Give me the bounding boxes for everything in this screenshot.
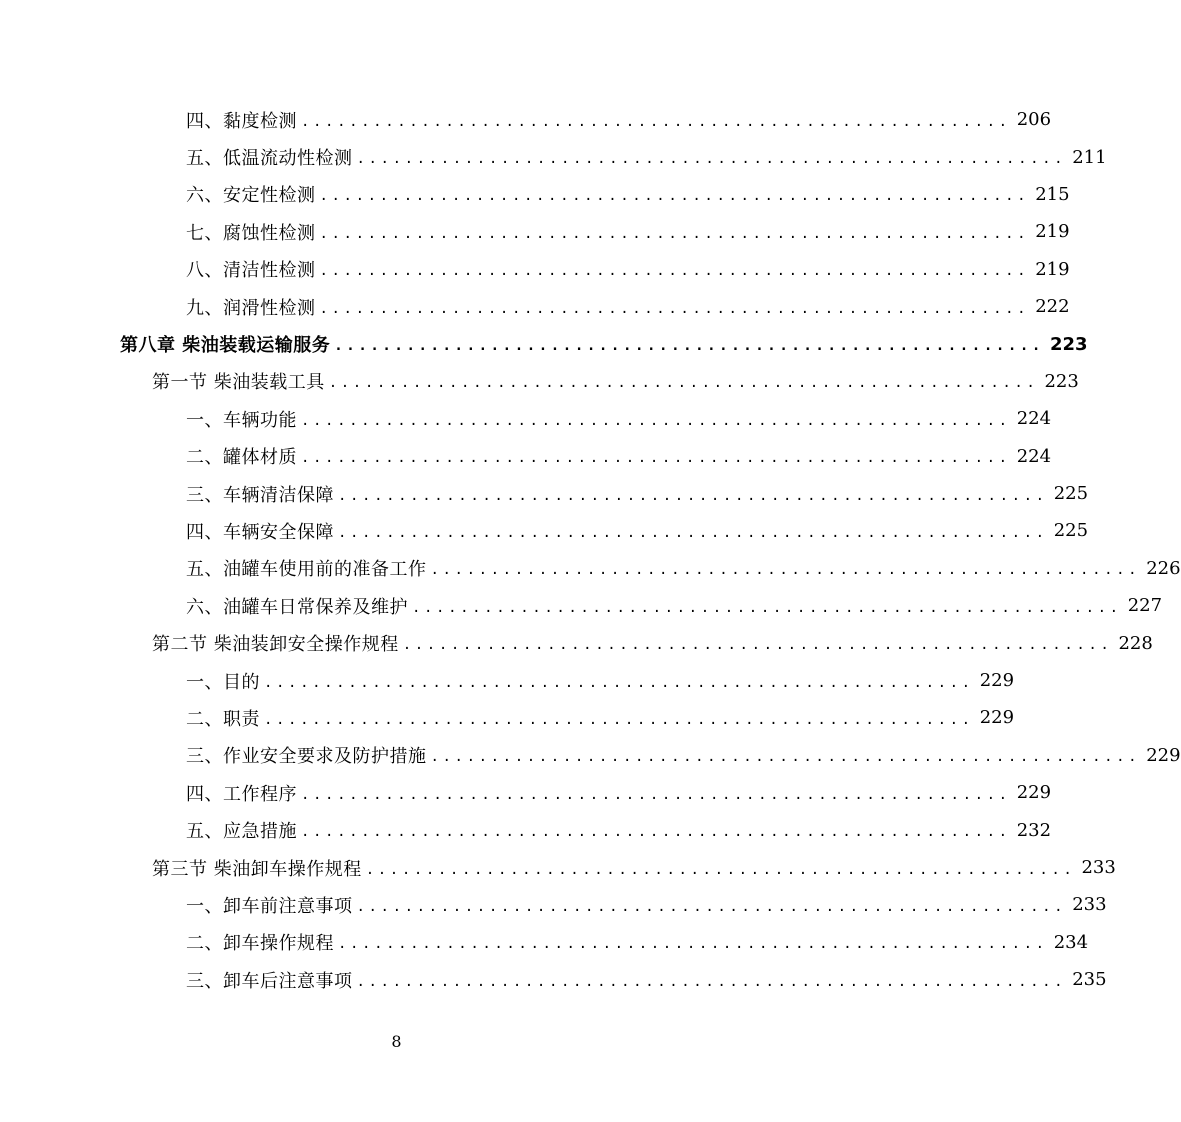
- toc-entry-title: 六、油罐车日常保养及维护: [186, 596, 408, 618]
- toc-dot-leader: ...........................................................: [319, 188, 1030, 205]
- toc-dot-leader: ...........................................................: [301, 113, 1011, 130]
- toc-subsection-entry[interactable]: [0, 924, 1089, 961]
- toc-dot-leader: ...........................................................: [365, 861, 1076, 878]
- toc-dot-leader: ...........................................................: [319, 300, 1030, 317]
- toc-dot-leader: ...........................................................: [356, 973, 1067, 990]
- toc-subsection-entry[interactable]: [0, 512, 1089, 549]
- toc-dot-leader: ...........................................................: [264, 674, 974, 691]
- toc-entry-page-number: 219: [1035, 221, 1070, 243]
- toc-subsection-entry[interactable]: [0, 213, 1070, 250]
- toc-subsection-entry[interactable]: [0, 251, 1070, 288]
- toc-subsection-entry[interactable]: [0, 438, 1052, 475]
- toc-dot-leader: ...........................................................: [356, 898, 1067, 915]
- toc-entry-page-number: 225: [1053, 520, 1089, 542]
- toc-entry-page-number: 228: [1118, 632, 1153, 654]
- toc-subsection-entry[interactable]: [0, 587, 1163, 624]
- toc-dot-leader: ...........................................................: [301, 786, 1011, 803]
- toc-entry-title: 三、作业安全要求及防护措施: [186, 746, 427, 768]
- toc-subsection-entry[interactable]: [0, 662, 1015, 699]
- toc-entry-title: 第一节 柴油装载工具: [152, 372, 325, 394]
- toc-entry-title: 九、润滑性检测: [186, 297, 316, 319]
- table-of-contents: [0, 101, 1181, 998]
- toc-dot-leader: ...........................................................: [402, 637, 1113, 654]
- toc-entry-title: 四、工作程序: [186, 783, 297, 805]
- toc-dot-leader: ...........................................................: [338, 524, 1048, 541]
- toc-entry-title: 三、车辆清洁保障: [186, 484, 334, 506]
- toc-entry-title: 四、黏度检测: [186, 110, 297, 132]
- toc-entry-title: 第二节 柴油装卸安全操作规程: [152, 634, 399, 656]
- toc-dot-leader: ...........................................................: [264, 711, 974, 728]
- toc-entry-title: 一、卸车前注意事项: [186, 895, 353, 917]
- toc-subsection-entry[interactable]: [0, 774, 1052, 811]
- toc-dot-leader: ...........................................................: [356, 151, 1067, 168]
- toc-dot-leader: ...........................................................: [328, 375, 1039, 392]
- toc-entry-title: 一、目的: [186, 671, 260, 693]
- toc-entry-title: 二、卸车操作规程: [186, 933, 334, 955]
- toc-entry-title: 五、油罐车使用前的准备工作: [186, 559, 427, 581]
- toc-dot-leader: ...........................................................: [334, 338, 1044, 355]
- toc-dot-leader: ...........................................................: [319, 225, 1030, 242]
- toc-entry-page-number: 235: [1072, 969, 1107, 991]
- toc-entry-page-number: 229: [1146, 744, 1181, 766]
- toc-entry-title: 三、卸车后注意事项: [186, 970, 353, 992]
- toc-entry-page-number: 226: [1146, 557, 1181, 579]
- toc-entry-page-number: 206: [1016, 109, 1052, 131]
- toc-dot-leader: ...........................................................: [430, 749, 1141, 766]
- toc-entry-title: 第三节 柴油卸车操作规程: [152, 858, 362, 880]
- toc-entry-title: 八、清洁性检测: [186, 260, 316, 282]
- toc-entry-title: 二、罐体材质: [186, 447, 297, 469]
- toc-entry-page-number: 234: [1053, 931, 1089, 953]
- toc-dot-leader: ...........................................................: [430, 562, 1141, 579]
- toc-dot-leader: ...........................................................: [319, 263, 1030, 280]
- toc-entry-page-number: 222: [1035, 296, 1070, 318]
- toc-entry-title: 五、低温流动性检测: [186, 148, 353, 170]
- toc-entry-title: 四、车辆安全保障: [186, 521, 334, 543]
- toc-entry-page-number: 233: [1072, 894, 1107, 916]
- toc-entry-page-number: 211: [1072, 146, 1107, 168]
- toc-subsection-entry[interactable]: [0, 737, 1181, 774]
- page-number: 8: [391, 1032, 402, 1051]
- toc-subsection-entry[interactable]: [0, 400, 1052, 437]
- toc-entry-title: 第八章 柴油装载运输服务: [120, 335, 331, 357]
- toc-dot-leader: ...........................................................: [301, 412, 1011, 429]
- toc-entry-page-number: 229: [979, 707, 1015, 729]
- toc-entry-title: 六、安定性检测: [186, 185, 316, 207]
- toc-dot-leader: ...........................................................: [338, 936, 1048, 953]
- toc-entry-page-number: 232: [1016, 819, 1052, 841]
- toc-subsection-entry[interactable]: [0, 550, 1181, 587]
- toc-entry-title: 一、车辆功能: [186, 409, 297, 431]
- toc-entry-page-number: 219: [1035, 258, 1070, 280]
- toc-subsection-entry[interactable]: [0, 961, 1107, 998]
- toc-entry-page-number: 229: [1016, 782, 1052, 804]
- toc-entry-title: 二、职责: [186, 708, 260, 730]
- toc-entry-page-number: 233: [1081, 857, 1116, 878]
- toc-chapter-entry[interactable]: [0, 325, 1088, 362]
- toc-subsection-entry[interactable]: [0, 176, 1070, 213]
- toc-entry-title: 七、腐蚀性检测: [186, 222, 316, 244]
- toc-subsection-entry[interactable]: [0, 138, 1107, 175]
- toc-section-entry[interactable]: [0, 363, 1079, 400]
- toc-entry-page-number: 229: [979, 670, 1015, 692]
- toc-dot-leader: ...........................................................: [301, 824, 1011, 841]
- toc-subsection-entry[interactable]: [0, 475, 1089, 512]
- toc-section-entry[interactable]: [0, 624, 1153, 661]
- toc-subsection-entry[interactable]: [0, 699, 1015, 736]
- toc-dot-leader: ...........................................................: [338, 487, 1048, 504]
- toc-entry-page-number: 224: [1016, 408, 1052, 430]
- toc-dot-leader: ...........................................................: [301, 450, 1011, 467]
- toc-entry-page-number: 224: [1016, 445, 1052, 467]
- toc-subsection-entry[interactable]: [0, 288, 1070, 325]
- toc-entry-page-number: 223: [1044, 370, 1079, 392]
- toc-dot-leader: ...........................................................: [412, 599, 1122, 616]
- toc-entry-page-number: 225: [1053, 483, 1089, 505]
- toc-entry-page-number: 227: [1127, 595, 1163, 617]
- toc-entry-page-number: 223: [1049, 333, 1088, 355]
- toc-subsection-entry[interactable]: [0, 811, 1052, 848]
- toc-section-entry[interactable]: [0, 849, 1116, 886]
- toc-entry-title: 五、应急措施: [186, 821, 297, 843]
- toc-subsection-entry[interactable]: [0, 101, 1052, 138]
- toc-subsection-entry[interactable]: [0, 886, 1107, 923]
- toc-entry-page-number: 215: [1035, 183, 1070, 205]
